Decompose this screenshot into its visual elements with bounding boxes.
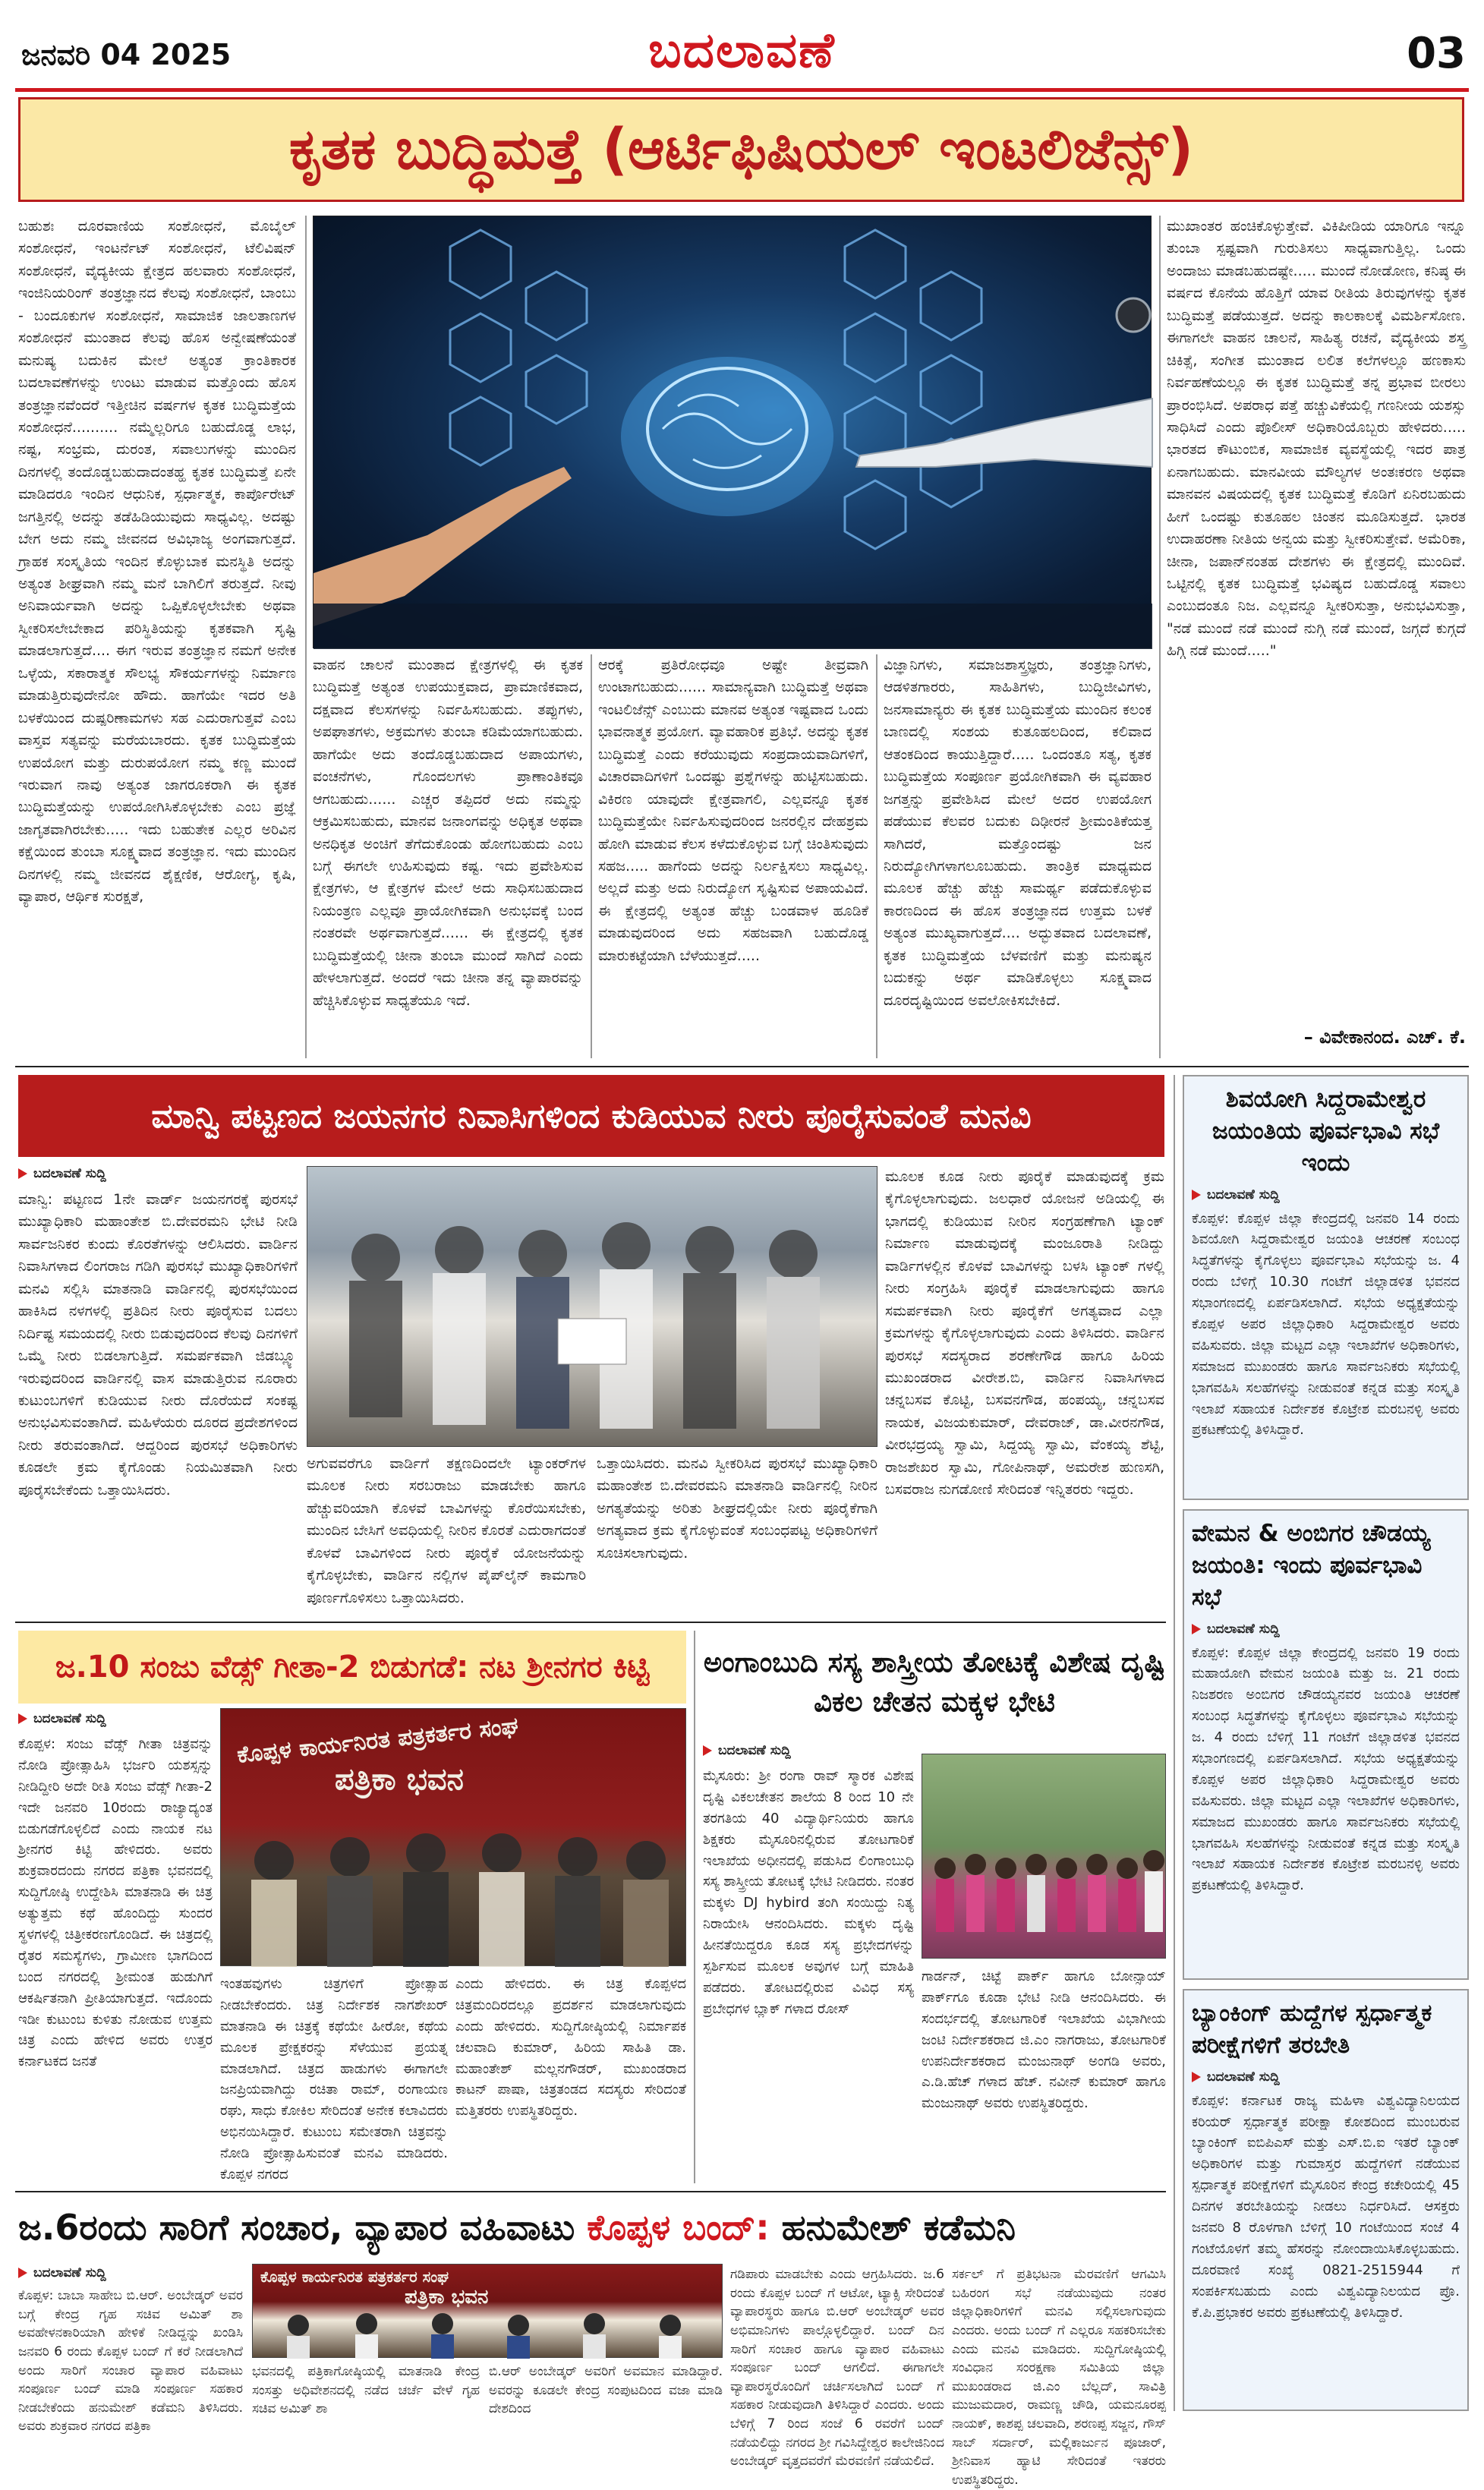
shivayogi-box bbox=[1183, 1075, 1469, 1500]
bandh-headline-highlight: ಕೊಪ್ಪಳ ಬಂದ್: bbox=[587, 2207, 770, 2248]
byline-arrow-icon bbox=[1192, 1190, 1201, 1200]
ai-headline-box bbox=[18, 97, 1464, 202]
ai-col-2: ವಾಹನ ಚಾಲನೆ ಮುಂತಾದ ಕ್ಷೇತ್ರಗಳಲ್ಲಿ ಈ ಕೃತಕ ಬುದ್ಧಿಮತ್ತೆ ಅತ್ಯಂತ ಉಪಯುಕ್ತವಾದ, ಪ್ರಾಮಾಣಿಕವಾದ, ದಕ್ಷವಾದ ಕೆಲಸಗಳನ್ನು ನಿರ್ವಹಿಸಬಹುದು. ತಪ್ಪುಗಳು, ಅಪಘಾತಗಳು, ಅಕ್ರಮಗಳು ತುಂಬಾ ಕಡಿಮೆಯಾಗಬಹುದು. ಹಾಗೆಯೇ ಅದು ತಂದೊಡ್ಡಬಹುದಾದ ಅಪಾಯಗಳು, ವಂಚನೆಗಳು, ಗೊಂದಲಗಳು ಪ್ರಾಣಾಂತಿಕವೂ ಆಗಬಹುದು...... ಎಚ್ಚರ ತಪ್ಪಿದರೆ ಅದು ನಮ್ಮನ್ನು ಆಕ್ರಮಿಸಬಹುದು, ಮಾನವ ಜನಾಂಗವನ್ನು ಅಧಿಕೃತ ಅಥವಾ ಅನಧಿಕೃತ ಅಂಚಿಗೆ ತೆಗೆದುಕೊಂಡು ಹೋಗಬಹುದು ಎಂಬ ಬಗ್ಗೆ ಈಗಲೇ ಉಹಿಸುವುದು ಕಷ್ಟ. ಇದು ಪ್ರವೇಶಿಸುವ ಕ್ಷೇತ್ರಗಳು, ಆ ಕ್ಷೇತ್ರಗಳ ಮೇಲೆ ಅದು ಸಾಧಿಸಬಹುದಾದ ನಿಯಂತ್ರಣ ಎಲ್ಲವೂ ಪ್ರಾಯೋಗಿಕವಾಗಿ ಅನುಭವಕ್ಕೆ ಬಂದ ನಂತರವೇ ಅರ್ಥವಾಗುತ್ತದೆ...... ಈ ಕ್ಷೇತ್ರದಲ್ಲಿ ಕೃತಕ ಬುದ್ಧಿಮತ್ತೆಯಲ್ಲಿ ಚೀನಾ ತುಂಬಾ ಮುಂದೆ ಸಾಗಿದೆ ಎಂದು ಹೇಳಲಾಗುತ್ತದೆ. ಅಂದರೆ ಇದು ಚೀನಾ ತನ್ನ ವ್ಯಾಪಾರವನ್ನು ಹೆಚ್ಚಿಸಿಕೊಳ್ಳುವ ಸಾಧ್ಯತೆಯೂ ಇದೆ. bbox=[313, 657, 583, 1009]
vemana-headline: ವೇಮನ & ಅಂಬಿಗರ ಚೌಡಯ್ಯ ಜಯಂತಿ: ಇಂದು ಪೂರ್ವಭಾವಿ ಸಭೆ bbox=[1192, 1520, 1431, 1611]
hexagon-icon bbox=[921, 355, 981, 424]
bandh-headline: ಜ.6ರಂದು ಸಾರಿಗೆ ಸಂಚಾರ, ವ್ಯಾಪಾರ ವಹಿವಾಟು ಕೊಪ್ಪಳ ಬಂದ್: ಹನುಮೇಶ್ ಕಡೆಮನಿ bbox=[18, 2207, 1016, 2248]
brain-glow bbox=[621, 357, 833, 516]
issue-date: ಜನವರಿ 04 2025 bbox=[21, 38, 232, 71]
byline-arrow-icon bbox=[18, 1168, 27, 1179]
hexagon-icon bbox=[845, 481, 906, 549]
hexagon-icon bbox=[450, 314, 511, 382]
byline-arrow-icon bbox=[1192, 2072, 1201, 2082]
byline-arrow-icon bbox=[1192, 1624, 1201, 1634]
ai-col-3: ಆರಕ್ಕೆ ಪ್ರತಿರೋಧವೂ ಅಷ್ಟೇ ತೀವ್ರವಾಗಿ ಉಂಟಾಗಬಹುದು...... ಸಾಮಾನ್ಯವಾಗಿ ಬುದ್ಧಿಮತ್ತೆ ಅಥವಾ ಇಂಟಲಿಜೆನ್ಸ್ ಎಂಬುದು ಮಾನವ ಅತ್ಯಂತ ಇಷ್ಟವಾದ ಒಂದು ಭಾವನಾತ್ಮಕ ಪ್ರಯೋಗ. ವ್ಯಾವಹಾರಿಕ ಪ್ರತಿಭೆ. ಅದನ್ನು ಕೃತಕ ಬುದ್ಧಿಮತ್ತೆ ಎಂದು ಕರೆಯುವುದು ಸಂಪ್ರದಾಯವಾದಿಗಳಿಗೆ, ವಿಚಾರವಾದಿಗಳಿಗೆ ಒಂದಷ್ಟು ಪ್ರಶ್ನೆಗಳನ್ನು ಹುಟ್ಟಿಸಬಹುದು. ವಿಕಿರಣ ಯಾವುದೇ ಕ್ಷೇತ್ರವಾಗಲಿ, ಎಲ್ಲವನ್ನೂ ಕೃತಕ ಬುದ್ಧಿಮತ್ತೆಯೇ ನಿರ್ವಹಿಸುವುದರಿಂದ ಜನರಲ್ಲಿನ ದೇಹಶ್ರಮ ಹೋಗಿ ಮಾಡುವ ಕೆಲಸ ಕಳೆದುಕೊಳ್ಳುವ ಬಗ್ಗೆ ಚಿಂತಿಸುವುದು ಸಹಜ..... ಹಾಗೆಂದು ಅದನ್ನು ನಿರ್ಲಕ್ಷಿಸಲು ಸಾಧ್ಯವಿಲ್ಲ. ಅಲ್ಲದೆ ಮತ್ತು ಅದು ನಿರುದ್ಯೋಗ ಸೃಷ್ಟಿಸುವ ಅಪಾಯವಿದೆ. ಈ ಕ್ಷೇತ್ರದಲ್ಲಿ ಅತ್ಯಂತ ಹೆಚ್ಚು ಬಂಡವಾಳ ಹೂಡಿಕೆ ಮಾಡುವುದರಿಂದ ಅದು ಸಹಜವಾಗಿ ಬಹುದೊಡ್ಡ ಮಾರುಕಟ್ಟೆಯಾಗಿ ಬೆಳೆಯುತ್ತದೆ..... bbox=[598, 657, 868, 964]
school-photo bbox=[922, 1754, 1166, 1959]
water-photo-art bbox=[307, 1167, 878, 1448]
bandh-byline: ಬದಲಾವಣೆ ಸುದ್ದಿ bbox=[18, 2265, 106, 2280]
hexagon-icon bbox=[450, 397, 511, 465]
vemana-box bbox=[1183, 1509, 1469, 1980]
ai-author: – ವಿವೇಕಾನಂದ. ಎಚ್. ಕೆ. bbox=[1303, 1026, 1466, 1048]
ai-illustration-art bbox=[313, 216, 1152, 649]
masthead bbox=[0, 0, 1484, 84]
ai-col-4: ವಿಜ್ಞಾನಿಗಳು, ಸಮಾಜಶಾಸ್ತ್ರಜ್ಞರು, ತಂತ್ರಜ್ಞಾನಿಗಳು, ಆಡಳಿತಗಾರರು, ಸಾಹಿತಿಗಳು, ಬುದ್ಧಿಜೀವಿಗಳು, ಜನಸಾಮಾನ್ಯರು ಈ ಕೃತಕ ಬುದ್ಧಿಮತ್ತೆಯ ಮುಂದಿನ ಕಲಂಕ ಬಾಣದಲ್ಲಿ ಸಂಶಯ ಕುತೂಹಲದಿಂದ, ಕಲಿವಾದ ಆತಂಕದಿಂದ ಕಾಯುತ್ತಿದ್ದಾರೆ..... ಒಂದಂತೂ ಸತ್ಯ, ಕೃತಕ ಬುದ್ಧಿಮತ್ತೆಯ ಸಂಪೂರ್ಣ ಪ್ರಯೋಗಿಕವಾಗಿ ಈ ವ್ಯವಹಾರ ಜಗತ್ತನ್ನು ಪ್ರವೇಶಿಸಿದ ಮೇಲೆ ಅದರ ಉಪಯೋಗ ಪಡೆಯುವ ಕೆಲವರ ಬದುಕು ದಿಢೀರನೆ ಶ್ರೀಮಂತಿಕೆಯತ್ತ ಸಾಗಿದರೆ, ಮತ್ತೊಂದಷ್ಟು ಜನ ನಿರುದ್ಯೋಗಿಗಳಾಗಲೂಬಹುದು. ತಾಂತ್ರಿಕ ಮಾಧ್ಯಮದ ಮೂಲಕ ಹೆಚ್ಚು ಹೆಚ್ಚು ಸಾಮರ್ಥ್ಯ ಪಡೆದುಕೊಳ್ಳುವ ಕಾರಣದಿಂದ ಈ ಹೊಸ ತಂತ್ರಜ್ಞಾನದ ಉತ್ತಮ ಬಳಕೆ ಅತ್ಯಂತ ಮುಖ್ಯವಾಗುತ್ತದೆ.... ಅದ್ಭುತವಾದ ಬದಲಾವಣೆ, ಕೃತಕ ಬುದ್ಧಿಮತ್ತೆಯ ಬೆಳವಣಿಗೆ ಮತ್ತು ಮನುಷ್ಯನ ಬದುಕನ್ನು ಅರ್ಥ ಮಾಡಿಕೊಳ್ಳಲು ಸೂಕ್ಷ್ಮವಾದ ದೂರದೃಷ್ಟಿಯಿಂದ ಅವಲೋಕಿಸಬೇಕಿದೆ. bbox=[884, 657, 1152, 1009]
bandh-col-5: ಸರ್ಕಲ್ ಗೆ ಪ್ರತಿಭಟನಾ ಮೆರವಣಿಗೆ ಆಗಮಿಸಿ ಬಹಿರಂಗ ಸಭೆ ನಡೆಯುವುದು ನಂತರ ಜಿಲ್ಲಾಧಿಕಾರಿಗಳಿಗೆ ಮನವಿ ಸಲ್ಲಿಸಲಾಗುವುದು ಎಂದರು. ಅಂದು ಬಂದ್ ಗೆ ಎಲ್ಲರೂ ಸಹಕರಿಸಬೇಕು ಎಂದು ಮನವಿ ಮಾಡಿದರು. ಸುದ್ದಿಗೋಷ್ಠಿಯಲ್ಲಿ ಸಂವಿಧಾನ ಸಂರಕ್ಷಣಾ ಸಮಿತಿಯ ಜಿಲ್ಲಾ ಮುಖಂಡರಾದ ಜಿ.ಎಂ ಬೆಲ್ಲದ್, ಸಾವಿತ್ರಿ ಮುಜುಮದಾರ, ರಾಮಣ್ಣ ಚೌಡಿ, ಯಮನೂರಪ್ಪ ನಾಯಕ್, ಕಾಶಪ್ಪ ಚಲವಾದಿ, ಶರಣಪ್ಪ ಸಜ್ಜನ, ಗೌಸ್ ಸಾಬ್ ಸರ್ದಾರ್, ಮಲ್ಲಿಕಾರ್ಜುನ ಪೂಜಾರ್, ಶ್ರೀನಿವಾಸ ಹ್ಯಾಟಿ ಸೇರಿದಂತೆ ಇತರರು ಉಪಸ್ಥಿತರಿದ್ದರು. bbox=[952, 2267, 1166, 2488]
water-headline: ಮಾನ್ವಿ ಪಟ್ಟಣದ ಜಯನಗರ ನಿವಾಸಿಗಳಿಂದ ಕುಡಿಯುವ ನೀರು ಪೂರೈಸುವಂತೆ ಮನವಿ bbox=[151, 1096, 1032, 1136]
paper-name: ಬದಲಾವಣೆ bbox=[648, 23, 836, 79]
school-photo-children bbox=[922, 1754, 1167, 1959]
water-photo bbox=[307, 1166, 877, 1447]
banking-byline: ಬದಲಾವಣೆ ಸುದ್ದಿ bbox=[1184, 2066, 1467, 2088]
shivayogi-headline: ಶಿವಯೋಗಿ ಸಿದ್ದರಾಮೇಶ್ವರ ಜಯಂತಿಯ ಪೂರ್ವಭಾವಿ ಸಭೆ ಇಂದು bbox=[1211, 1086, 1440, 1177]
human-hand bbox=[313, 467, 572, 626]
bandh-col-4: ಗಡಿಪಾರು ಮಾಡಬೇಕು ಎಂದು ಆಗ್ರಹಿಸಿದರು. ಜ.6 ರಂದು ಕೊಪ್ಪಳ ಬಂದ್ ಗೆ ಆಟೋ, ಟ್ಯಾಕ್ಸಿ ಸೇರಿದಂತೆ ವ್ಯಾಪಾರಸ್ಥರು ಹಾಗೂ ಬಿ.ಆರ್ ಅಂಬೇಡ್ಕರ್ ಅವರ ಅಭಿಮಾನಿಗಳು ಪಾಲ್ಗೊಳ್ಳಲಿದ್ದಾರೆ. ಬಂದ್ ದಿನ ಸಾರಿಗೆ ಸಂಚಾರ ಹಾಗೂ ವ್ಯಾಪಾರ ವಹಿವಾಟು ಸಂಪೂರ್ಣ ಬಂದ್ ಆಗಲಿದೆ. ಈಗಾಗಲೇ ವ್ಯಾಪಾರಸ್ಥರೊಂದಿಗೆ ಚರ್ಚಿಸಲಾಗಿದೆ ಬಂದ್ ಗೆ ಸಹಕಾರ ನೀಡುವುದಾಗಿ ತಿಳಿಸಿದ್ದಾರೆ ಎಂದರು. ಅಂದು ಬೆಳಿಗ್ಗೆ 7 ರಿಂದ ಸಂಜೆ 6 ರವರೆಗೆ ಬಂದ್ ನಡೆಯಲಿದ್ದು ನಗರದ ಶ್ರೀ ಗವಿಸಿದ್ದೇಶ್ವರ ಕಾಲೇಜಿನಿಂದ ಅಂಬೇಡ್ಕರ್ ವೃತ್ತದವರೆಗೆ ಮೆರವಣಿಗೆ ನಡೆಯಲಿದೆ. bbox=[730, 2267, 944, 2470]
bandh-photo-banner-1: ಕೊಪ್ಪಳ ಕಾರ್ಯನಿರತ ಪತ್ರಕರ್ತರ ಸಂಘ bbox=[260, 2268, 449, 2286]
hexagon-icon bbox=[526, 355, 587, 424]
hexagon-icon bbox=[845, 230, 906, 298]
school-col-2: ಗಾರ್ಡನ್, ಚಿಟ್ಟೆ ಪಾರ್ಕ್ ಹಾಗೂ ಬೋನ್ಸಾಯ್ ಪಾರ್ಕ್‌ಗೂ ಕೂಡಾ ಭೇಟಿ ನೀಡಿ ಆನಂದಿಸಿದರು. ಈ ಸಂದರ್ಭದಲ್ಲಿ ತೋಟಗಾರಿಕೆ ಇಲಾಖೆಯ ವಿಭಾಗೀಯ ಜಂಟಿ ನಿರ್ದೇಶಕರಾದ ಜಿ.ಎಂ ನಾಗರಾಜು, ತೋಟಗಾರಿಕೆ ಉಪನಿರ್ದೇಶಕರಾದ ಮಂಜುನಾಥ್ ಅಂಗಡಿ ಅವರು, ಎ.ಡಿ.ಹೆಚ್ ಗಳಾದ ಹೆಚ್. ನವೀನ್ ಕುಮಾರ್ ಹಾಗೂ ಮಂಜುನಾಥ್ ಅವರು ಉಪಸ್ಥಿತರಿದ್ದರು. bbox=[922, 1968, 1166, 2112]
shivayogi-byline: ಬದಲಾವಣೆ ಸುದ್ದಿ bbox=[1184, 1184, 1467, 1206]
banking-body: ಕೊಪ್ಪಳ: ಕರ್ನಾಟಕ ರಾಜ್ಯ ಮಹಿಳಾ ವಿಶ್ವವಿದ್ಯಾನಿಲಯದ ಕರಿಯರ್ ಸ್ಪರ್ಧಾತ್ಮಕ ಪರೀಕ್ಷಾ ಕೋಶದಿಂದ ಮುಂಬರುವ ಬ್ಯಾಂಕಿಂಗ್ ಐಬಿಪಿಎಸ್ ಮತ್ತು ಎಸ್.ಬಿ.ಐ ಇತರೆ ಬ್ಯಾಂಕ್ ಅಧಿಕಾರಿಗಳ ಮತ್ತು ಗುಮಾಸ್ತರ ಹುದ್ದೆಗಳಿಗೆ ನಡೆಯುವ ಸ್ಪರ್ಧಾತ್ಮಕ ಪರೀಕ್ಷೆಗಳಿಗೆ ಮೈಸೂರಿನ ಕೇಂದ್ರ ಕಚೇರಿಯಲ್ಲಿ 45 ದಿನಗಳ ತರಬೇತಿಯನ್ನು ನೀಡಲು ನಿರ್ಧರಿಸಿದೆ. ಆಸಕ್ತರು ಜನವರಿ 8 ರೊಳಗಾಗಿ ಬೆಳಿಗ್ಗೆ 10 ಗಂಟೆಯಿಂದ ಸಂಜೆ 4 ಗಂಟೆಯೊಳಗೆ ತಮ್ಮ ಹೆಸರನ್ನು ನೋಂದಾಯಿಸಿಕೊಳ್ಳಬಹುದು. ದೂರವಾಣಿ ಸಂಖ್ಯೆ 0821-2515944 ಗೆ ಸಂಪರ್ಕಿಸಬಹುದು ಎಂದು ವಿಶ್ವವಿದ್ಯಾನಿಲಯದ ಪ್ರೊ. ಕೆ.ಪಿ.ಪ್ರಭಾಕರ ಅವರು ಪ್ರಕಟಣೆಯಲ್ಲಿ ತಿಳಿಸಿದ್ದಾರೆ. bbox=[1192, 2092, 1460, 2321]
hexagon-icon bbox=[921, 272, 981, 340]
film-photo-banner-2: ಪತ್ರಿಕಾ ಭವನ bbox=[335, 1762, 464, 1797]
school-headline-box bbox=[703, 1631, 1166, 1734]
film-col-1: ಕೊಪ್ಪಳ: ಸಂಜು ವೆಡ್ಸ್ ಗೀತಾ ಚಿತ್ರವನ್ನು ನೋಡಿ ಪ್ರೋತ್ಸಾಹಿಸಿ ಭರ್ಜರಿ ಯಶಸ್ಸನ್ನು ನೀಡಿದ್ದೀರಿ ಅದೇ ರೀತಿ ಸಂಜು ವೆಡ್ಸ್ ಗೀತಾ-2 ಇದೇ ಜನವರಿ 10ರಂದು ರಾಜ್ಯಾದ್ಯಂತ ಬಿಡುಗಡೆಗೊಳ್ಳಲಿದೆ ಎಂದು ನಾಯಕ ನಟ ಶ್ರೀನಗರ ಕಿಟ್ಟಿ ಹೇಳಿದರು. ಅವರು ಶುಕ್ರವಾರದಂದು ನಗರದ ಪತ್ರಿಕಾ ಭವನದಲ್ಲಿ ಸುದ್ದಿಗೋಷ್ಠಿ ಉದ್ದೇಶಿಸಿ ಮಾತನಾಡಿ ಈ ಚಿತ್ರ ಅತ್ಯುತ್ತಮ ಕಥೆ ಹೊಂದಿದ್ದು ಸುಂದರ ಸ್ಥಳಗಳಲ್ಲಿ ಚಿತ್ರೀಕರಣಗೊಂಡಿದೆ. ಈ ಚಿತ್ರದಲ್ಲಿ ರೈತರ ಸಮಸ್ಯೆಗಳು, ಗ್ರಾಮೀಣ ಭಾಗದಿಂದ ಬಂದ ನಗರದಲ್ಲಿ ಶ್ರೀಮಂತ ಹುಡುಗಿಗೆ ಆಕರ್ಷಿತನಾಗಿ ಪ್ರೀತಿಯಾಗುತ್ತದೆ. ಇದೊಂದು ಇಡೀ ಕುಟುಂಬ ಕುಳಿತು ನೋಡುವ ಉತ್ತಮ ಚಿತ್ರ ಎಂದು ಹೇಳಿದ ಅವರು ಉತ್ತರ ಕರ್ನಾಟಕದ ಜನತೆ bbox=[18, 1736, 213, 2070]
memo-paper bbox=[558, 1319, 626, 1364]
hexagon-icon bbox=[450, 230, 511, 298]
ai-headline: ಕೃತಕ ಬುದ್ಧಿಮತ್ತೆ (ಆರ್ಟಿಫಿಷಿಯಲ್ ಇಂಟಲಿಜೆನ್ಸ್) bbox=[288, 116, 1194, 182]
byline-arrow-icon bbox=[18, 1713, 27, 1724]
banking-headline: ಬ್ಯಾಂಕಿಂಗ್ ಹುದ್ದೆಗಳ ಸ್ಪರ್ಧಾತ್ಮಕ ಪರೀಕ್ಷೆಗಳಿಗೆ ತರಬೇತಿ bbox=[1192, 2000, 1432, 2059]
film-col-2: ಇಂತಹವುಗಳು ಚಿತ್ರಗಳಿಗೆ ಪ್ರೋತ್ಸಾಹ ನೀಡಬೇಕೆಂದರು. ಚಿತ್ರ ನಿರ್ದೇಶಕ ನಾಗಶೇಖರ್ ಮಾತನಾಡಿ ಈ ಚಿತ್ರಕ್ಕೆ ಕಥೆಯೇ ಹೀರೋ, ಕಥೆಯ ಮೂಲಕ ಪ್ರೇಕ್ಷಕರನ್ನು ಸೆಳೆಯುವ ಪ್ರಯತ್ನ ಮಾಡಲಾಗಿದೆ. ಚಿತ್ರದ ಹಾಡುಗಳು ಈಗಾಗಲೇ ಜನಪ್ರಿಯವಾಗಿದ್ದು ರಚಿತಾ ರಾಮ್, ರಂಗಾಯಣ ರಘು, ಸಾಧು ಕೋಕಿಲ ಸೇರಿದಂತೆ ಅನೇಕ ಕಲಾವಿದರು ಅಭಿನಯಿಸಿದ್ದಾರೆ. ಕುಟುಂಬ ಸಮೇತರಾಗಿ ಚಿತ್ರವನ್ನು ನೋಡಿ ಪ್ರೋತ್ಸಾಹಿಸುವಂತೆ ಮನವಿ ಮಾಡಿದರು. ಕೊಪ್ಪಳ ನಗರದ bbox=[220, 1976, 448, 2183]
film-byline: ಬದಲಾವಣೆ ಸುದ್ದಿ bbox=[18, 1711, 106, 1726]
water-col-2: ಅಗುವವರೆಗೂ ವಾರ್ಡಿಗೆ ತಕ್ಷಣದಿಂದಲೇ ಟ್ಯಾಂಕರ್‌ಗಳ ಮೂಲಕ ನೀರು ಸರಬರಾಜು ಮಾಡಬೇಕು ಹಾಗೂ ಹೆಚ್ಚುವರಿಯಾಗಿ ಕೊಳವೆ ಬಾವಿಗಳನ್ನು ಕೊರೆಯಿಸಬೇಕು, ಮುಂದಿನ ಬೇಸಿಗೆ ಅವಧಿಯಲ್ಲಿ ನೀರಿನ ಕೊರತೆ ಎದುರಾಗದಂತೆ ಕೊಳವೆ ಬಾವಿಗಳಿಂದ ನೀರು ಪೂರೈಕೆ ಯೋಜನೆಯನ್ನು ಕೈಗೊಳ್ಳಬೇಕು, ವಾರ್ಡಿನ ನಲ್ಲಿಗಳ ಪೈಪ್‌ಲೈನ್ ಕಾಮಗಾರಿ ಪೂರ್ಣಗೊಳಿಸಲು ಒತ್ತಾಯಿಸಿದರು. bbox=[307, 1455, 586, 1606]
bandh-col-2: ಭವನದಲ್ಲಿ ಪತ್ರಿಕಾಗೋಷ್ಠಿಯಲ್ಲಿ ಮಾತನಾಡಿ ಕೇಂದ್ರ ಸಂಸತ್ತು ಅಧಿವೇಶನದಲ್ಲಿ ನಡೆದ ಚರ್ಚೆ ವೇಳೆ ಗೃಹ ಸಚಿವ ಅಮಿತ್ ಶಾ bbox=[252, 2364, 480, 2417]
film-headline-box bbox=[18, 1631, 686, 1704]
school-col-1: ಮೈಸೂರು: ಶ್ರೀ ರಂಗಾ ರಾವ್ ಸ್ಮಾರಕ ವಿಶೇಷ ದೃಷ್ಟಿ ವಿಕಲಚೇತನ ಶಾಲೆಯ 8 ರಿಂದ 10 ನೇ ತರಗತಿಯ 40 ವಿದ್ಯಾರ್ಥಿನಿಯರು ಹಾಗೂ ಶಿಕ್ಷಕರು ಮೈಸೂರಿನಲ್ಲಿರುವ ತೋಟಗಾರಿಕೆ ಇಲಾಖೆಯ ಅಧೀನದಲ್ಲಿ ಪಡುಸಿದ ಲಿಂಗಾಂಬುಧಿ ಸಸ್ಯ ಶಾಸ್ತ್ರೀಯ ತೋಟಕ್ಕೆ ಭೇಟಿ ನೀಡಿದರು. ನಂತರ ಮಕ್ಕಳು DJ hybird ತಂಗಿ ಸಂಯಿದ್ದು ನಿತ್ಯ ನಿರಾಯೇಸಿ ಆನಂದಿಸಿದರು. ಮಕ್ಕಳು ದೃಷ್ಟಿ ಹೀನತೆಯಿದ್ದರೂ ಕೂಡ ಸಸ್ಯ ಪ್ರಭೇದಗಳನ್ನು ಸ್ಪರ್ಶಿಸುವ ಮೂಲಕ ಅವುಗಳ ಬಗ್ಗೆ ಮಾಹಿತಿ ಪಡೆದರು. ತೋಟದಲ್ಲಿರುವ ವಿವಿಧ ಸಸ್ಯ ಪ್ರಬೇಧಗಳ ಬ್ಲಾಕ್ ಗಳಾದ ರೋಸ್ bbox=[703, 1768, 914, 2017]
water-byline: ಬದಲಾವಣೆ ಸುದ್ದಿ bbox=[18, 1166, 106, 1181]
bandh-col-1: ಕೊಪ್ಪಳ: ಬಾಬಾ ಸಾಹೇಬ ಬಿ.ಆರ್. ಅಂಬೇಡ್ಕರ್ ಅವರ ಬಗ್ಗೆ ಕೇಂದ್ರ ಗೃಹ ಸಚಿವ ಅಮಿತ್ ಶಾ ಅವಹೇಳನಕಾರಿಯಾಗಿ ಹೇಳಿಕೆ ನೀಡಿದ್ದನ್ನು ಖಂಡಿಸಿ ಜನವರಿ 6 ರಂದು ಕೊಪ್ಪಳ ಬಂದ್ ಗೆ ಕರೆ ನೀಡಲಾಗಿದೆ ಅಂದು ಸಾರಿಗೆ ಸಂಚಾರ ವ್ಯಾಪಾರ ವಹಿವಾಟು ಸಂಪೂರ್ಣ ಬಂದ್ ಮಾಡಿ ಸಂಪೂರ್ಣ ಸಹಕಾರ ನೀಡಬೇಕೆಂದು ಹನುಮೇಶ್ ಕಡೆಮನಿ ತಿಳಿಸಿದರು. ಅವರು ಶುಕ್ರವಾರ ನಗರದ ಪತ್ರಿಕಾ bbox=[18, 2288, 243, 2435]
film-photo-people bbox=[221, 1709, 687, 1967]
school-byline: ಬದಲಾವಣೆ ಸುದ್ದಿ bbox=[703, 1743, 791, 1758]
film-photo bbox=[220, 1708, 686, 1966]
ai-col-divider bbox=[305, 216, 307, 1058]
film-photo-banner-1: ಕೊಪ್ಪಳ ಕಾರ್ಯನಿರತ ಪತ್ರಕರ್ತರ ಸಂಘ bbox=[235, 1713, 520, 1769]
film-col-3: ಎಂದು ಹೇಳಿದರು. ಈ ಚಿತ್ರ ಕೊಪ್ಪಳದ ಚಿತ್ರಮಂದಿರದಲ್ಲೂ ಪ್ರದರ್ಶನ ಮಾಡಲಾಗುವುದು ಎಂದು ಹೇಳಿದರು. ಸುದ್ದಿಗೋಷ್ಠಿಯಲ್ಲಿ ನಿರ್ಮಾಪಕ ಚಲವಾದಿ ಕುಮಾರ್, ಹಿರಿಯ ಸಾಹಿತಿ ಡಾ. ಮಹಾಂತೇಶ್ ಮಲ್ಲನಗೌಡರ್, ಮುಖಂಡರಾದ ಕಾಟನ್ ಪಾಷಾ, ಚಿತ್ರತಂಡದ ಸದಸ್ಯರು ಸೇರಿದಂತೆ ಮತ್ತಿತರರು ಉಪಸ್ಥಿತರಿದ್ದರು. bbox=[455, 1976, 686, 2120]
vemana-byline: ಬದಲಾವಣೆ ಸುದ್ದಿ bbox=[1184, 1618, 1467, 1640]
ai-illustration bbox=[313, 216, 1152, 648]
water-col-3: ಒತ್ತಾಯಿಸಿದರು. ಮನವಿ ಸ್ವೀಕರಿಸಿದ ಪುರಸಭೆ ಮುಖ್ಯಾಧಿಕಾರಿ ಮಹಾಂತೇಶ ಬಿ.ದೇವರಮನಿ ಮಾತನಾಡಿ ವಾರ್ಡಿನಲ್ಲಿ ನೀರಿನ ಅಗತ್ಯತೆಯನ್ನು ಅರಿತು ಶೀಘ್ರದಲ್ಲಿಯೇ ನೀರು ಪೂರೈಕೆಗಾಗಿ ಅಗತ್ಯವಾದ ಕ್ರಮ ಕೈಗೊಳ್ಳುವಂತೆ ಸಂಬಂಧಪಟ್ಟ ಅಧಿಕಾರಿಗಳಿಗೆ ಸೂಚಿಸಲಾಗುವುದು. bbox=[597, 1455, 877, 1562]
hexagon-icon bbox=[526, 272, 587, 340]
vemana-body: ಕೊಪ್ಪಳ: ಕೊಪ್ಪಳ ಜಿಲ್ಲಾ ಕೇಂದ್ರದಲ್ಲಿ ಜನವರಿ 19 ರಂದು ಮಹಾಯೋಗಿ ವೇಮನ ಜಯಂತಿ ಮತ್ತು ಜ. 21 ರಂದು ನಿಜಶರಣ ಅಂಬಿಗರ ಚೌಡಯ್ಯನವರ ಜಯಂತಿ ಆಚರಣೆ ಸಂಬಂಧ ಸಿದ್ಧತೆಗಳನ್ನು ಕೈಗೊಳ್ಳಲು ಪೂರ್ವಭಾವಿ ಸಭೆಯನ್ನು ಜ. 4 ರಂದು ಬೆಳಿಗ್ಗೆ 11 ಗಂಟೆಗೆ ಜಿಲ್ಲಾಡಳಿತ ಭವನದ ಸಭಾಂಗಣದಲ್ಲಿ ಏರ್ಪಡಿಸಲಾಗಿದೆ. ಸಭೆಯ ಅಧ್ಯಕ್ಷತೆಯನ್ನು ಕೊಪ್ಪಳ ಅಪರ ಜಿಲ್ಲಾಧಿಕಾರಿ ಸಿದ್ದರಾಮೇಶ್ವರ ಅವರು ವಹಿಸುವರು. ಜಿಲ್ಲಾ ಮಟ್ಟದ ಎಲ್ಲಾ ಇಲಾಖೆಗಳ ಅಧಿಕಾರಿಗಳು, ಸಮಾಜದ ಮುಖಂಡರು ಹಾಗೂ ಸಾರ್ವಜನಿಕರು ಸಭೆಯಲ್ಲಿ ಭಾಗವಹಿಸಿ ಸಲಹೆಗಳನ್ನು ನೀಡುವಂತೆ ಕನ್ನಡ ಮತ್ತು ಸಂಸ್ಕೃತಿ ಇಲಾಖೆ ಸಹಾಯಕ ನಿರ್ದೇಶಕ ಕೊಟ್ರೇಶ ಮರಬನಳ್ಳಿ ಅವರು ಪ್ರಕಟಣೆಯಲ್ಲಿ ತಿಳಿಸಿದ್ದಾರೆ. bbox=[1192, 1644, 1460, 1894]
water-col-4: ಮೂಲಕ ಕೂಡ ನೀರು ಪೂರೈಕೆ ಮಾಡುವುದಕ್ಕೆ ಕ್ರಮ ಕೈಗೊಳ್ಳಲಾಗುವುದು. ಜಲಧಾರೆ ಯೋಜನೆ ಅಡಿಯಲ್ಲಿ ಈ ಭಾಗದಲ್ಲಿ ಕುಡಿಯುವ ನೀರಿನ ಸಂಗ್ರಹಣೆಗಾಗಿ ಟ್ಯಾಂಕ್ ನಿರ್ಮಾಣ ಮಾಡುವುದಕ್ಕೆ ಮಂಜೂರಾತಿ ನೀಡಿದ್ದು ವಾರ್ಡಿಗಳಲ್ಲಿನ ಕೊಳವೆ ಬಾವಿಗಳನ್ನು ಬಳಸಿ ಟ್ಯಾಂಕ್ ಗಳಲ್ಲಿ ನೀರು ಸಂಗ್ರಹಿಸಿ ಪೂರೈಕೆ ಮಾಡಲಾಗುವುದು ಹಾಗೂ ಸಮರ್ಪಕವಾಗಿ ನೀರು ಪೂರೈಕೆಗೆ ಅಗತ್ಯವಾದ ಎಲ್ಲಾ ಕ್ರಮಗಳನ್ನು ಕೈಗೊಳ್ಳಲಾಗುವುದು ಎಂದು ತಿಳಿಸಿದರು. ವಾರ್ಡಿನ ಪುರಸಭೆ ಸದಸ್ಯರಾದ ಶರಣೇಗೌಡ ಹಾಗೂ ಹಿರಿಯ ಮುಖಂಡರಾದ ವೀರೇಶ.ಬಿ, ವಾರ್ಡಿನ ನಿವಾಸಿಗಳಾದ ಚನ್ನಬಸವ ಕೊಟ್ಟಿ, ಬಸವನಗೌಡ, ಹಂಪಯ್ಯ, ಚನ್ನಬಸವ ನಾಯಕ, ವಿಜಯಕುಮಾರ್, ದೇವರಾಜ್, ಡಾ.ವೀರನಗೌಡ, ವೀರಭದ್ರಯ್ಯ ಸ್ವಾಮಿ, ಸಿದ್ದಯ್ಯ ಸ್ವಾಮಿ, ವೆಂಕಯ್ಯ ಶೆಟ್ಟಿ, ರಾಜಶೇಖರ ಸ್ವಾಮಿ, ಗೋಪಿನಾಥ್, ಅಮರೇಶ ಹುಣಸಗಿ, ಬಸವರಾಜ ನುಗಡೋಣಿ ಸೇರಿದಂತೆ ಇನ್ನಿತರರು ಇದ್ದರು. bbox=[885, 1168, 1164, 1499]
page-number: 03 bbox=[1407, 29, 1466, 78]
bandh-photo-banner-2: ಪತ್ರಿಕಾ ಭವನ bbox=[405, 2286, 489, 2309]
bandh-photo bbox=[252, 2264, 723, 2358]
shivayogi-body: ಕೊಪ್ಪಳ: ಕೊಪ್ಪಳ ಜಿಲ್ಲಾ ಕೇಂದ್ರದಲ್ಲಿ ಜನವರಿ 14 ರಂದು ಶಿವಯೋಗಿ ಸಿದ್ದರಾಮೇಶ್ವರ ಜಯಂತಿ ಆಚರಣೆ ಸಂಬಂಧ ಸಿದ್ಧತೆಗಳನ್ನು ಕೈಗೊಳ್ಳಲು ಪೂರ್ವಭಾವಿ ಸಭೆಯನ್ನು ಜ. 4 ರಂದು ಬೆಳಿಗ್ಗೆ 10.30 ಗಂಟೆಗೆ ಜಿಲ್ಲಾಡಳಿತ ಭವನದ ಸಭಾಂಗಣದಲ್ಲಿ ಏರ್ಪಡಿಸಲಾಗಿದೆ. ಸಭೆಯ ಅಧ್ಯಕ್ಷತೆಯನ್ನು ಕೊಪ್ಪಳ ಅಪರ ಜಿಲ್ಲಾಧಿಕಾರಿ ಸಿದ್ದರಾಮೇಶ್ವರ ಅವರು ವಹಿಸುವರು. ಜಿಲ್ಲಾ ಮಟ್ಟದ ಎಲ್ಲಾ ಇಲಾಖೆಗಳ ಅಧಿಕಾರಿಗಳು, ಸಮಾಜದ ಮುಖಂಡರು ಹಾಗೂ ಸಾರ್ವಜನಿಕರು ಸಭೆಯಲ್ಲಿ ಭಾಗವಹಿಸಿ ಸಲಹೆಗಳನ್ನು ನೀಡುವಂತೆ ಕನ್ನಡ ಮತ್ತು ಸಂಸ್ಕೃತಿ ಇಲಾಖೆ ಸಹಾಯಕ ನಿರ್ದೇಶಕ ಕೊಟ್ರೇಶ ಮರಬನಳ್ಳಿ ಅವರು ಪ್ರಕಟಣೆಯಲ್ಲಿ ತಿಳಿಸಿದ್ದಾರೆ. bbox=[1192, 1210, 1460, 1439]
city-skyline bbox=[313, 604, 1152, 649]
byline-arrow-icon bbox=[18, 2268, 27, 2278]
banking-box bbox=[1183, 1989, 1469, 2411]
water-headline-box bbox=[18, 1075, 1164, 1157]
ai-col-1: ಬಹುಶಃ ದೂರವಾಣಿಯ ಸಂಶೋಧನೆ, ಮೊಬೈಲ್ ಸಂಶೋಧನೆ, ಇಂಟರ್ನೆಟ್ ಸಂಶೋಧನೆ, ಟೆಲಿವಿಷನ್ ಸಂಶೋಧನೆ, ವೈದ್ಯಕೀಯ ಕ್ಷೇತ್ರದ ಹಲವಾರು ಸಂಶೋಧನೆ, ಇಂಜಿನಿಯರಿಂಗ್ ತಂತ್ರಜ್ಞಾನದ ಕೆಲವು ಸಂಶೋಧನೆ, ಬಾಂಬು - ಬಂದೂಕುಗಳ ಸಂಶೋಧನೆ, ಸಾಮಾಜಿಕ ಜಾಲತಾಣಗಳ ಸಂಶೋಧನೆ ಮುಂತಾದ ಕೆಲವು ಹೊಸ ಅನ್ವೇಷಣೆಯಂತೆ ಮನುಷ್ಯ ಬದುಕಿನ ಮೇಲೆ ಅತ್ಯಂತ ಕ್ರಾಂತಿಕಾರಕ ಬದಲಾವಣೆಗಳನ್ನು ಉಂಟು ಮಾಡುವ ಮತ್ತೊಂದು ಹೊಸ ತಂತ್ರಜ್ಞಾನವೆಂದರೆ ಇತ್ತೀಚಿನ ವರ್ಷಗಳ ಕೃತಕ ಬುದ್ಧಿಮತ್ತೆಯ ಸಂಶೋಧನೆ.......... ನಮ್ಮೆಲ್ಲರಿಗೂ ಬಹುದೊಡ್ಡ ಲಾಭ, ನಷ್ಟ, ಸಂಭ್ರಮ, ದುರಂತ, ಸವಾಲುಗಳನ್ನು ಮುಂದಿನ ದಿನಗಳಲ್ಲಿ ತಂದೊಡ್ಡಬಹುದಾದಂತಹ್ಹ ಕೃತಕ ಬುದ್ಧಿಮತ್ತೆ ಏನೇ ಮಾಡಿದರೂ ಇಂದಿನ ಆಧುನಿಕ, ಸ್ಪರ್ಧಾತ್ಮಕ, ಕಾರ್ಪೊರೇಟ್ ಜಗತ್ತಿನಲ್ಲಿ ಅದನ್ನು ತಡೆಹಿಡಿಯುವುದು ಸಾಧ್ಯವಿಲ್ಲ. ಅದಷ್ಟು ಬೇಗ ಅದು ನಮ್ಮ ಜೀವನದ ಅವಿಭಾಜ್ಯ ಅಂಗವಾಗುತ್ತದೆ. ಗ್ರಾಹಕ ಸಂಸ್ಕೃತಿಯ ಇಂದಿನ ಕೊಳ್ಳುಬಾಕ ಮನಸ್ಥಿತಿ ಅದನ್ನು ಅತ್ಯಂತ ಶೀಘ್ರವಾಗಿ ನಮ್ಮ ಮನೆ ಬಾಗಿಲಿಗೆ ತರುತ್ತದೆ. ನೀವು ಅನಿವಾರ್ಯವಾಗಿ ಅದನ್ನು ಒಪ್ಪಿಕೊಳ್ಳಲೇಬೇಕು ಅಥವಾ ಸ್ವೀಕರಿಸಲೇಬೇಕಾದ ಪರಿಸ್ಥಿತಿಯನ್ನು ಕೃತಕವಾಗಿ ಸೃಷ್ಟಿ ಮಾಡಲಾಗುತ್ತದೆ.... ಈಗ ಇರುವ ತಂತ್ರಜ್ಞಾನ ನಮಗೆ ಅನೇಕ ಒಳ್ಳೆಯ, ಸಕಾರಾತ್ಮಕ ಸೌಲಭ್ಯ ಸೌಕರ್ಯಗಳನ್ನು ನಿರ್ಮಾಣ ಮಾಡುತ್ತಿರುವುದೇನೋ ಹೌದು. ಹಾಗೆಯೇ ಇದರ ಅತಿ ಬಳಕೆಯಿಂದ ದುಷ್ಪರಿಣಾಮಗಳು ಸಹ ಎದುರಾಗುತ್ತವೆ ಎಂಬ ವಾಸ್ತವ ಸತ್ಯವನ್ನು ಮರೆಯಬಾರದು. ಕೃತಕ ಬುದ್ಧಿಮತ್ತೆಯ ಉಪಯೋಗ ಮತ್ತು ದುರುಪಯೋಗ ನಮ್ಮ ಕಣ್ಣ ಮುಂದೆ ಇರುವಾಗ ನಾವು ಅತ್ಯಂತ ಜಾಗರೂಕರಾಗಿ ಈ ಕೃತಕ ಬುದ್ಧಿಮತ್ತೆಯನ್ನು ಉಪಯೋಗಿಸಿಕೊಳ್ಳಬೇಕು ಎಂಬ ಪ್ರಜ್ಞೆ ಜಾಗೃತವಾಗಿರಬೇಕು..... ಇದು ಬಹುತೇಕ ಎಲ್ಲರ ಅರಿವಿನ ಕಕ್ಷೆಯಿಂದ ತುಂಬಾ ಸೂಕ್ಷ್ಮವಾದ ತಂತ್ರಜ್ಞಾನ. ಇದು ಮುಂದಿನ ದಿನಗಳಲ್ಲಿ ನಮ್ಮ ಜೀವನದ ಶೈಕ್ಷಣಿಕ, ಆರೋಗ್ಯ, ಕೃಷಿ, ವ್ಯಾಪಾರ, ಆರ್ಥಿಕ ಸುರಕ್ಷತೆ, bbox=[18, 218, 296, 906]
water-col-1: ಮಾನ್ವಿ: ಪಟ್ಟಣದ 1ನೇ ವಾರ್ಡ್ ಜಯನಗರಕ್ಕೆ ಪುರಸಭೆ ಮುಖ್ಯಾಧಿಕಾರಿ ಮಹಾಂತೇಶ ಬಿ.ದೇವರಮನಿ ಭೇಟಿ ನೀಡಿ ಸಾರ್ವಜನಿಕರ ಕುಂದು ಕೊರತೆಗಳನ್ನು ಆಲಿಸಿದರು. ವಾರ್ಡಿನ ನಿವಾಸಿಗಳಾದ ಲಿಂಗರಾಜ ಗಡಿಗಿ ಪುರಸಭೆ ಮುಖ್ಯಾಧಿಕಾರಿಗಳಿಗೆ ಮನವಿ ಸಲ್ಲಿಸಿ ಮಾತನಾಡಿ ವಾರ್ಡಿನಲ್ಲಿ ಪುರಸಭೆಯಿಂದ ಹಾಕಿಸಿದ ನಳಗಳಲ್ಲಿ ಪ್ರತಿದಿನ ನೀರು ಪೂರೈಸುವ ಬದಲು ನಿರ್ದಿಷ್ಟ ಸಮಯದಲ್ಲಿ ನೀರು ಬಿಡುವುದರಿಂದ ಕೆಲವು ದಿನಗಳಿಗೆ ಒಮ್ಮೆ ನೀರು ಬಿಡಲಾಗುತ್ತಿದೆ. ಸಮರ್ಪಕವಾಗಿ ಜಿಡಬ್ಲ್ಯೂ ಇರುವುದರಿಂದ ವಾರ್ಡಿನಲ್ಲಿ ವಾಸ ಮಾಡುತ್ತಿರುವ ನೂರಾರು ಕುಟುಂಬಗಳಿಗೆ ಕುಡಿಯುವ ನೀರು ದೊರೆಯದೆ ಸಂಕಷ್ಟ ಅನುಭವಿಸುವಂತಾಗಿದೆ. ಮಹಿಳೆಯರು ದೂರದ ಪ್ರದೇಶಗಳಿಂದ ನೀರು ತರುವಂತಾಗಿದೆ. ಆದ್ದರಿಂದ ಪುರಸಭೆ ಅಧಿಕಾರಿಗಳು ಕೂಡಲೇ ಕ್ರಮ ಕೈಗೊಂಡು ನಿಯಮಿತವಾಗಿ ನೀರು ಪೂರೈಸಬೇಕೆಂದು ಒತ್ತಾಯಿಸಿದರು. bbox=[18, 1191, 298, 1499]
bandh-photo-people bbox=[253, 2265, 723, 2359]
byline-arrow-icon bbox=[703, 1745, 712, 1756]
section-rule bbox=[15, 1066, 1469, 1067]
robot-eye bbox=[1117, 298, 1150, 332]
film-headline: ಜ.10 ಸಂಜು ವೆಡ್ಸ್ ಗೀತಾ-2 ಬಿಡುಗಡೆ: ನಟ ಶ್ರೀನಗರ ಕಿಟ್ಟಿ bbox=[55, 1650, 650, 1685]
hexagon-icon bbox=[845, 314, 906, 382]
robot-hand bbox=[856, 399, 1152, 467]
ai-col-5: ಮುಖಾಂತರ ಹಂಚಿಕೊಳ್ಳುತ್ತೇವೆ. ವಿಕಿಪೀಡಿಯ ಯಾರಿಗೂ ಇನ್ನೂ ತುಂಬಾ ಸ್ಪಷ್ಟವಾಗಿ ಗುರುತಿಸಲು ಸಾಧ್ಯವಾಗುತ್ತಿಲ್ಲ. ಒಂದು ಅಂದಾಜು ಮಾಡಬಹುದಷ್ಟೇ..... ಮುಂದೆ ನೋಡೋಣ, ಕನಿಷ್ಠ ಈ ವರ್ಷದ ಕೊನೆಯ ಹೊತ್ತಿಗೆ ಯಾವ ರೀತಿಯ ತಿರುವುಗಳನ್ನು ಕೃತಕ ಬುದ್ಧಿಮತ್ತೆ ಪಡೆಯುತ್ತದೆ. ಅದನ್ನು ಕಾಲಕಾಲಕ್ಕೆ ವಿಮರ್ಶಿಸೋಣ. ಈಗಾಗಲೇ ವಾಹನ ಚಾಲನೆ, ಸಾಹಿತ್ಯ ರಚನೆ, ವೈದ್ಯಕೀಯ ಶಸ್ತ್ರ ಚಿಕಿತ್ಸೆ, ಸಂಗೀತ ಮುಂತಾದ ಲಲಿತ ಕಲೆಗಳಲ್ಲೂ ಹಣಕಾಸು ನಿರ್ವಹಣೆಯಲ್ಲೂ ಈ ಕೃತಕ ಬುದ್ಧಿಮತ್ತೆ ತನ್ನ ಪ್ರಭಾವ ಬೀರಲು ಪ್ರಾರಂಭಿಸಿದೆ. ಅಪರಾಧ ಪತ್ತೆ ಹಚ್ಚುವಿಕೆಯಲ್ಲಿ ಗಣನೀಯ ಯಶಸ್ಸು ಸಾಧಿಸಿದೆ ಎಂದು ಪೊಲೀಸ್ ಅಧಿಕಾರಿಯೊಬ್ಬರು ಹೇಳಿದರು..... ಭಾರತದ ಕೌಟುಂಬಿಕ, ಸಾಮಾಜಿಕ ವ್ಯವಸ್ಥೆಯಲ್ಲಿ ಇದರ ಪಾತ್ರ ಏನಾಗಬಹುದು. ಮಾನವೀಯ ಮೌಲ್ಯಗಳ ಅಂತಃಕರಣ ಅಥವಾ ಮಾನವನ ವಿಷಯದಲ್ಲಿ ಕೃತಕ ಬುದ್ಧಿಮತ್ತೆ ಕೊಡಿಗೆ ಏನಿರಬಹುದು ಹೀಗೆ ಒಂದಷ್ಟು ಕುತೂಹಲ ಚಿಂತನ ಮೂಡಿಸುತ್ತದೆ. ಭಾರತ ಉದಾಹರಣಾ ನೀತಿಯ ಅನ್ವಯ ಮತ್ತು ಸ್ವೀಕರಿಸುತ್ತೇವೆ. ಅಮೆರಿಕಾ, ಚೀನಾ, ಜಪಾನ್‌ನಂತಹ ದೇಶಗಳು ಈ ಕ್ಷೇತ್ರದಲ್ಲಿ ಮುಂದಿವೆ. ಒಟ್ಟಿನಲ್ಲಿ ಕೃತಕ ಬುದ್ಧಿಮತ್ತೆ ಭವಿಷ್ಯದ ಬಹುದೊಡ್ಡ ಸವಾಲು ಎಂಬುದಂತೂ ನಿಜ. ಎಲ್ಲವನ್ನೂ ಸ್ವೀಕರಿಸುತ್ತಾ, ಅನುಭವಿಸುತ್ತಾ, "ನಡೆ ಮುಂದೆ ನಡೆ ಮುಂದೆ ನುಗ್ಗಿ ನಡೆ ಮುಂದೆ, ಜಗ್ಗದೆ ಕುಗ್ಗದೆ ಹಿಗ್ಗಿ ನಡೆ ಮುಂದೆ....." bbox=[1167, 218, 1466, 660]
masthead-rule bbox=[15, 88, 1469, 92]
bandh-col-3: ಬಿ.ಆರ್ ಅಂಬೇಡ್ಕರ್ ಅವರಿಗೆ ಅವಮಾನ ಮಾಡಿದ್ದಾರೆ. ಅವರನ್ನು ಕೂಡಲೇ ಕೇಂದ್ರ ಸಂಪುಟದಿಂದ ವಜಾ ಮಾಡಿ ದೇಶದಿಂದ bbox=[489, 2364, 723, 2417]
school-headline: ಅಂಗಾಂಬುದಿ ಸಸ್ಯ ಶಾಸ್ತ್ರೀಯ ತೋಟಕ್ಕೆ ವಿಶೇಷ ದೃಷ್ಟಿ ವಿಕಲ ಚೇತನ ಮಕ್ಕಳ ಭೇಟಿ bbox=[703, 1646, 1166, 1718]
